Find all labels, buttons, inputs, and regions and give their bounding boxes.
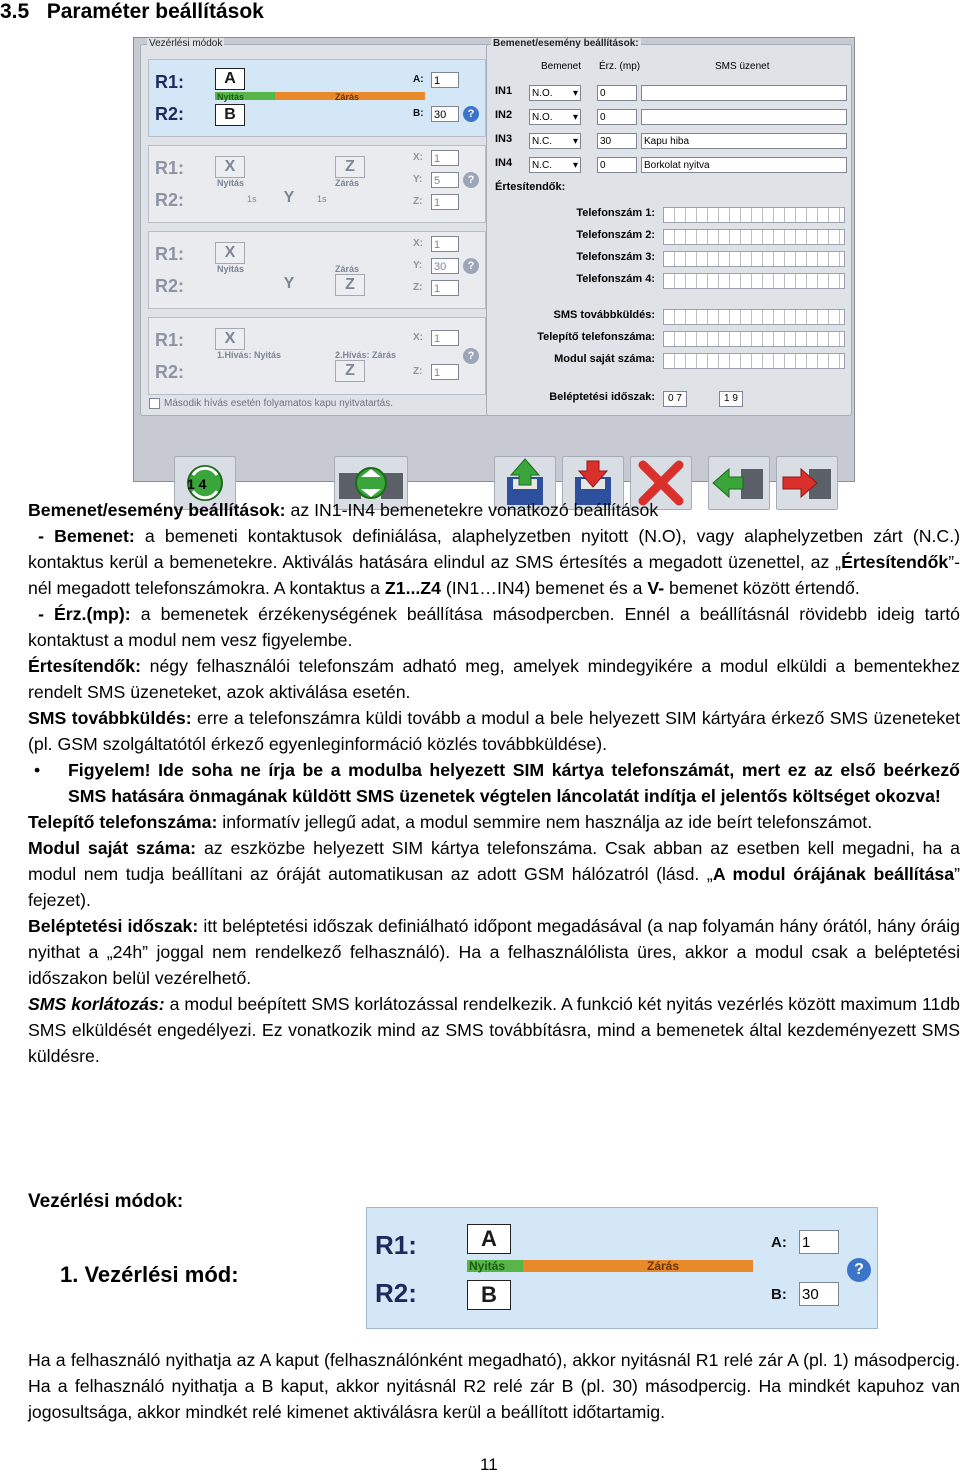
in1-type-select[interactable]: N.O. ▾ [529,85,581,101]
text-period: itt beléptetési időszak definiálható időpont megadásával (a nap folyamán hány órától, hány óráig nyithat a „24h” joggal nem rendelkező felhasználó). Ha a felhasználólista üres, akkor a modul csak a beléptetési időszakon belül vezérelhető. [28,916,960,988]
text-events: az IN1-IN4 bemenetekre vonatkozó beállítások [285,500,659,520]
para-smsfwd [28,705,960,757]
x-seconds-input[interactable]: 1 [431,150,459,166]
period-to-input[interactable]: 1 9 [719,391,743,407]
z-seconds-input[interactable]: 1 [431,194,459,210]
r2-label: R2: [375,1278,417,1308]
r1-label: R1: [155,72,185,92]
events-group [486,38,852,416]
text-input-2: ”-nél megadott telefonszámokra. A kontaktus a [28,552,960,598]
b-seconds-input[interactable]: 30 [799,1282,839,1306]
in3-type-select[interactable]: N.C. ▾ [529,133,581,149]
phone1-label: Telefonszám 1: [576,207,655,219]
notify-label: Értesítendők: [495,181,566,193]
text-own: az eszközbe helyezett SIM kártya telefonszáma. Csak abban az esetben kell megadni, ha a modul nem tudja beállítani az óráját automatikusan az adott GSM hálózatról (lásd. „ [28,838,960,884]
b-field-label: B: [413,108,424,119]
gate-z: Z [335,156,365,178]
page-number: 11 [480,1455,498,1474]
gate-y: Y [283,189,295,206]
r2-label: R2: [155,190,185,210]
section-title: Paraméter beállítások [46,0,264,23]
own-number-label: Modul saját száma: [554,353,655,365]
in1-sens-input[interactable]: 0 [597,85,637,101]
col-sensitivity: Érz. (mp) [599,61,641,72]
warning-text: Figyelem! Ide soha ne írja be a modulba helyezett SIM kártya telefonszámát, mert ez az első beérkező SMS hatására önmagának küldött SMS üzenetek végtelen láncolatát indítja el jelentős költséget okozva! [68,760,960,806]
sms-forward-input[interactable] [663,309,845,325]
installer-label: Telepítő telefonszáma: [537,331,655,343]
open-label: Nyitás [217,92,245,102]
text-input-3: (IN1…IN4) bemenet és a [440,578,648,598]
term-v: V- [647,578,665,598]
close-bar [523,1260,753,1272]
para-input [28,523,960,601]
body-text [28,497,960,1069]
term-smslimit: SMS korlátozás: [28,994,165,1014]
modes-group [140,38,492,416]
gate-x: X [215,156,245,178]
in1-sms-input[interactable] [641,85,847,101]
a-field-label: A: [413,74,424,85]
text-smsfwd: erre a telefonszámra küldi tovább a modul a bele helyezett SIM kártyára érkező SMS üzeneteket (pl. GSM szolgáltatótól érkező egyenleginformáció közlés továbbküldése). [28,708,960,754]
y-field-label: Y: [413,174,423,185]
in3-sms-input[interactable]: Kapu hiba [641,133,847,149]
checkbox-icon[interactable] [149,398,160,409]
in4-type-select[interactable]: N.C. ▾ [529,157,581,173]
phone3-label: Telefonszám 3: [576,251,655,263]
own-number-input[interactable] [663,353,845,369]
y-field-label: Y: [413,260,423,271]
r1-label: R1: [155,330,185,350]
help-icon[interactable]: ? [463,172,479,188]
close-label: Zárás [335,264,360,274]
text-own-2: ” fejezet). [28,864,960,910]
in3-label: IN3 [495,133,513,145]
gate-x: X [215,328,245,350]
mode1-picture [366,1207,878,1329]
text-smslimit: a modul beépített SMS korlátozással rendelkezik. A funkció két nyitás vezérlés között maximum 11db SMS elküldését engedélyezi. Ez vonatkozik mind az SMS továbbításra, mind a bemenetek által kezdeményezett SMS küldésre. [28,994,960,1066]
gate-a: A [215,68,245,90]
in2-sms-input[interactable] [641,109,847,125]
in1-label: IN1 [495,85,513,97]
period-label: Beléptetési időszak: [549,391,655,403]
r1-label: R1: [375,1230,417,1260]
section-heading [0,0,264,24]
phone4-input[interactable] [663,273,845,289]
help-icon[interactable]: ? [463,348,479,364]
a-seconds-input[interactable]: 1 [799,1230,839,1254]
mode-switch-label: 1 4 [187,476,207,492]
in2-type-select[interactable]: N.O. ▾ [529,109,581,125]
mode2-option[interactable] [148,145,486,223]
term-z: Z1...Z4 [384,578,441,598]
settings-screenshot [133,37,855,492]
in2-label: IN2 [495,109,513,121]
gate-z: Z [335,274,365,296]
sms-forward-label: SMS továbbküldés: [553,309,655,321]
phone2-input[interactable] [663,229,845,245]
col-input: Bemenet [541,61,582,72]
period-from-input[interactable]: 0 7 [663,391,687,407]
open-label: Nyitás [469,1259,506,1273]
x-field-label: X: [413,332,423,343]
term-notify: Értesítendők: [28,656,142,676]
mode1-text: Ha a felhasználó nyithatja az A kaput (felhasználónként megadható), akkor nyitásnál R1 relé zár A (pl. 1) másodpercig. Ha a felhasználó nyithatja a B kaput, akkor nyitásnál R2 relé zár B (pl. 30) másodpercig. Ha mindkét kapuhoz van jogosultsága, akkor mindkét relé kimenet aktiválásra kerül a beállított időtartamig. [28,1350,960,1422]
r1-label: R1: [155,158,185,178]
gate-b: B [467,1280,511,1310]
text-sens: a bemenetek érzékenységének beállítása másodpercben. Ennél a beállításnál rövidebb ideig tartó kontaktust a modul nem vesz figyelembe. [28,604,960,650]
mode1-option[interactable] [148,59,486,137]
term-clock-ref: A modul órájának beállítása [712,864,955,884]
x-seconds-input[interactable]: 1 [431,236,459,252]
term-smsfwd: SMS továbbküldés: [28,708,192,728]
modes-group-title: Vezérlési módok [149,38,223,49]
z-field-label: Z: [413,196,423,207]
close-label: Zárás [335,92,360,102]
x-seconds-input[interactable]: 1 [431,330,459,346]
gate-z: Z [335,360,365,382]
z-field-label: Z: [413,366,423,377]
phone3-input[interactable] [663,251,845,267]
open-label: Nyitás [217,178,245,188]
para-own [28,835,960,913]
gate-a: A [467,1224,511,1254]
z-seconds-input[interactable]: 1 [431,364,459,380]
bullet-icon: • [34,760,41,780]
r1-label: R1: [155,244,185,264]
installer-input[interactable] [663,331,845,347]
term-events: Bemenet/esemény beállítások: [28,500,286,520]
x-field-label: X: [413,152,423,163]
x-field-label: X: [413,238,423,249]
z-seconds-input[interactable]: 1 [431,280,459,296]
text-input: a bemeneti kontaktusok definiálása, alaphelyzetben nyitott (N.O), vagy alaphelyzetben zárt (N.C.) kontaktus kerül a bemenetekre. Aktiválás hatására elindul az SMS értesítés a megadott üzenettel, az „ [28,526,960,572]
second-call-label: Második hívás esetén folyamatos kapu nyitvatartás. [164,398,394,410]
text-installer: informatív jellegű adat, a modul semmire nem használja az ide beírt telefonszámot. [217,812,873,832]
phone4-label: Telefonszám 4: [576,273,655,285]
delay2-label: 1s [317,194,327,204]
term-period: Beléptetési időszak: [28,916,199,936]
close-label: 2.Hívás: Zárás [335,350,397,360]
r2-label: R2: [155,362,185,382]
para-warning [28,757,960,809]
open-label: 1.Hívás: Nyitás [217,350,282,360]
term-input: - Bemenet: [38,526,135,546]
phone2-label: Telefonszám 2: [576,229,655,241]
in2-sens-input[interactable]: 0 [597,109,637,125]
help-icon[interactable]: ? [463,106,479,122]
in3-sens-input[interactable]: 30 [597,133,637,149]
a-seconds-input[interactable]: 1 [431,72,459,88]
in4-label: IN4 [495,157,513,169]
r2-label: R2: [155,104,185,124]
close-label: Zárás [647,1259,680,1273]
a-field-label: A: [771,1234,787,1251]
r2-label: R2: [155,276,185,296]
in4-sens-input[interactable]: 0 [597,157,637,173]
para-period [28,913,960,991]
open-label: Nyitás [217,264,245,274]
b-field-label: B: [771,1286,787,1303]
close-label: Zárás [335,178,360,188]
para-notify [28,653,960,705]
mode4-option[interactable] [148,317,486,395]
y-seconds-input[interactable]: 30 [431,258,459,274]
section-number: 3.5 [0,0,30,23]
mode1-heading: 1. Vezérlési mód: [60,1262,239,1287]
z-field-label: Z: [413,282,423,293]
para-installer [28,809,960,835]
col-sms: SMS üzenet [715,61,770,72]
gate-b: B [215,104,245,126]
para-smslimit [28,991,960,1069]
text-notify: négy felhasználói telefonszám adható meg, amelyek mindegyikére a modul elküldi a bementekhez rendelt SMS üzeneteket, azok aktiválása esetén. [28,656,960,702]
help-icon[interactable]: ? [463,258,479,274]
gate-x: X [215,242,245,264]
phone1-input[interactable] [663,207,845,223]
term-own: Modul saját száma: [28,838,197,858]
para-events [28,497,960,523]
help-icon[interactable]: ? [847,1258,871,1282]
term-installer: Telepítő telefonszáma: [28,812,218,832]
term-notify-ref: Értesítendők [841,552,949,572]
term-sens: - Érz.(mp): [38,604,131,624]
mode1-description [28,1347,960,1425]
delay1-label: 1s [247,194,257,204]
modes-heading: Vezérlési módok: [28,1191,184,1212]
y-seconds-input[interactable]: 5 [431,172,459,188]
text-input-4: bemenet között értendő. [664,578,860,598]
in4-sms-input[interactable]: Borkolat nyitva [641,157,847,173]
events-group-title: Bemenet/esemény beállítások: [493,38,639,49]
mode3-option[interactable] [148,231,486,309]
para-sens [28,601,960,653]
b-seconds-input[interactable]: 30 [431,106,459,122]
second-call-option[interactable] [149,398,393,409]
gate-y: Y [283,275,295,292]
